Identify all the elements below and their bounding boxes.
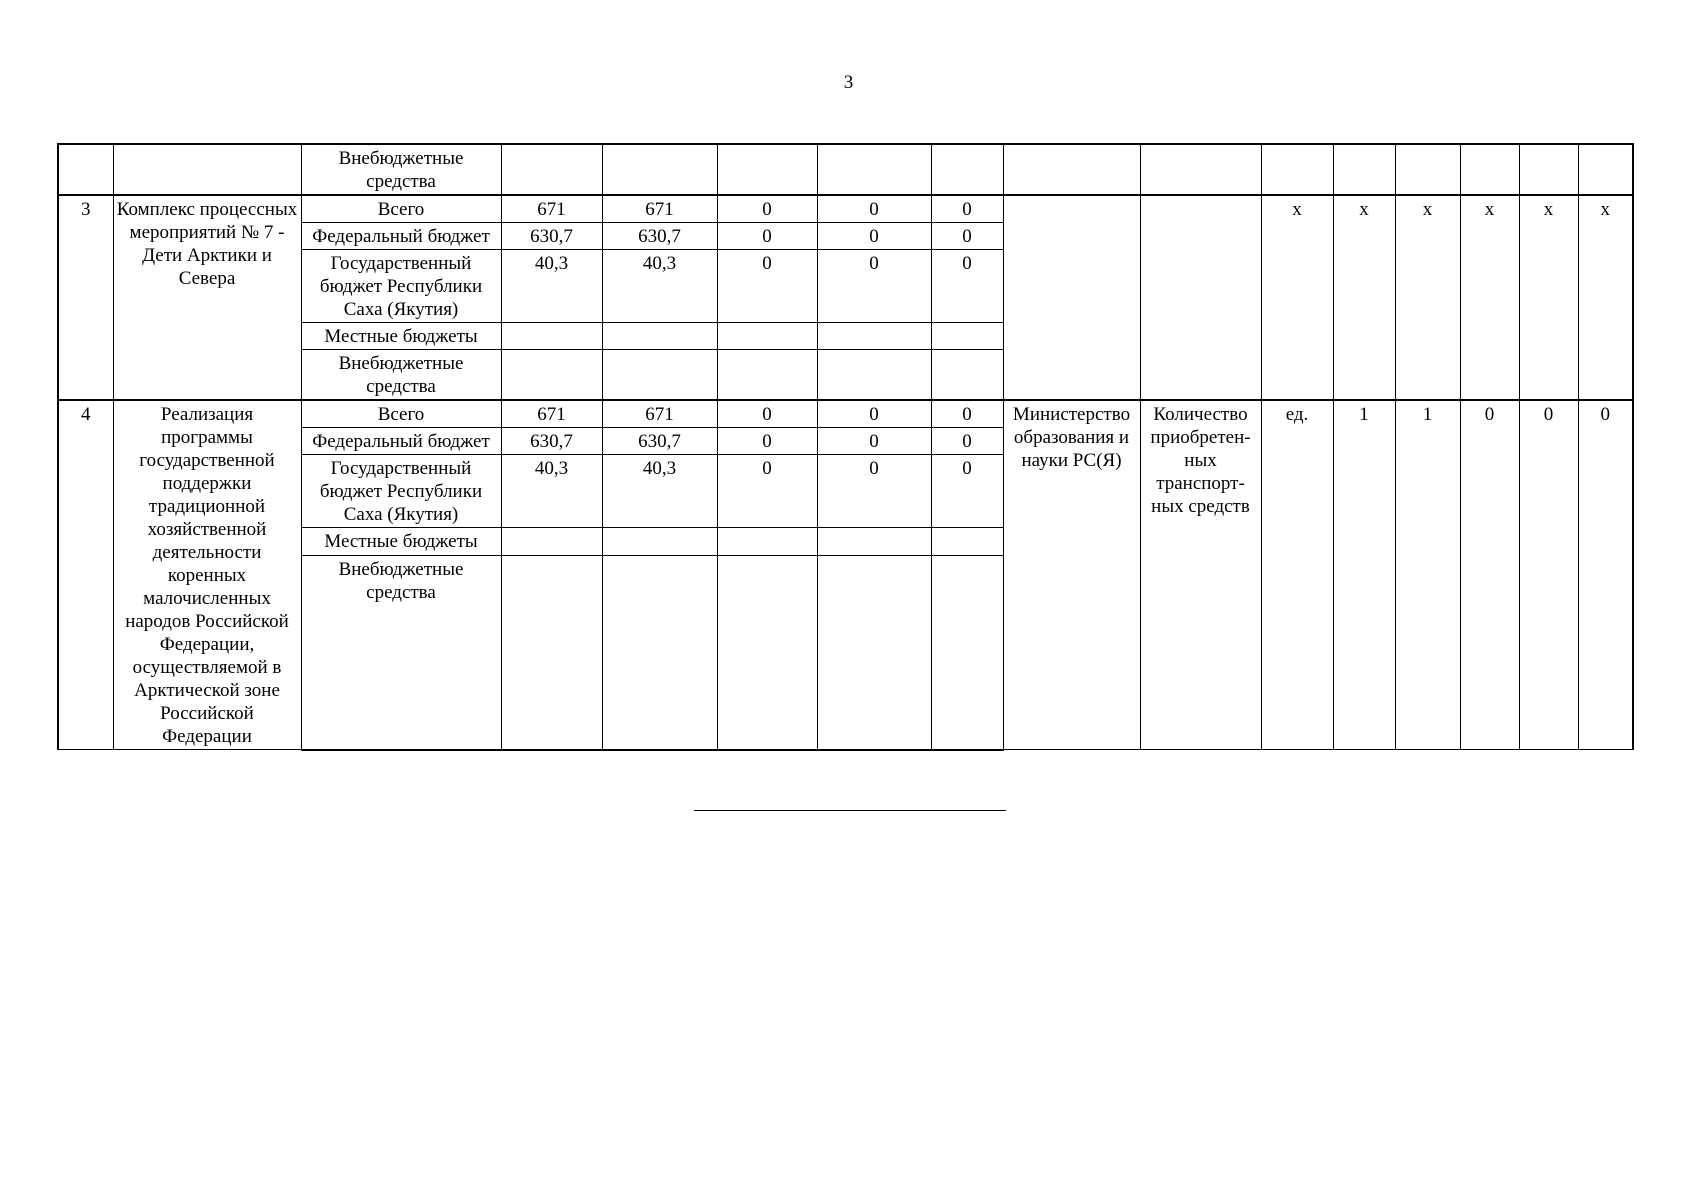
value-cell: 40,3 (501, 250, 602, 323)
value-cell: 0 (931, 195, 1003, 223)
cell-empty (931, 144, 1003, 195)
source-label-republic: Государственный бюджет Республики Саха (Якутия) (301, 455, 501, 528)
value-cell (931, 323, 1003, 350)
value-cell: 671 (501, 400, 602, 428)
cell-empty (1578, 144, 1633, 195)
indicator-unit: ед. (1261, 400, 1333, 750)
value-cell (501, 323, 602, 350)
indicator-name: Количество приобретен-ных транспорт-ных средств (1140, 400, 1261, 750)
row-number: 4 (58, 400, 113, 750)
table-row (58, 195, 1633, 223)
value-cell: 671 (602, 400, 717, 428)
cell-empty (113, 144, 301, 195)
source-label-federal: Федеральный бюджет (301, 223, 501, 250)
value-cell: 40,3 (602, 250, 717, 323)
row-number: 3 (58, 195, 113, 400)
value-cell: 0 (717, 400, 817, 428)
cell-empty (1333, 144, 1395, 195)
value-cell: 0 (817, 455, 931, 528)
value-cell (931, 528, 1003, 555)
source-label-local: Местные бюджеты (301, 323, 501, 350)
indicator-value: 0 (1460, 400, 1519, 750)
source-label-total: Всего (301, 400, 501, 428)
value-cell: 0 (931, 455, 1003, 528)
cell-empty (1140, 144, 1261, 195)
program-table (57, 143, 1634, 751)
value-cell (817, 323, 931, 350)
value-cell: 0 (717, 195, 817, 223)
cell-empty (1519, 144, 1578, 195)
value-cell (817, 350, 931, 401)
page-number: 3 (843, 72, 854, 93)
indicator-value: х (1519, 195, 1578, 400)
value-cell (717, 323, 817, 350)
source-label-republic: Государственный бюджет Республики Саха (Якутия) (301, 250, 501, 323)
value-cell (501, 528, 602, 555)
value-cell (501, 350, 602, 401)
cell-empty (1395, 144, 1460, 195)
value-cell: 0 (931, 250, 1003, 323)
indicator-value: х (1578, 195, 1633, 400)
value-cell (602, 555, 717, 750)
cell-empty (717, 144, 817, 195)
table-row (58, 400, 1633, 428)
value-cell: 0 (717, 223, 817, 250)
cell-empty (1003, 144, 1140, 195)
value-cell: 630,7 (602, 223, 717, 250)
source-label-federal: Федеральный бюджет (301, 428, 501, 455)
value-cell: 0 (931, 428, 1003, 455)
cell-empty (501, 144, 602, 195)
indicator-value: х (1333, 195, 1395, 400)
indicator-value: 1 (1395, 400, 1460, 750)
source-label-extrabudget: Внебюджетные средства (301, 144, 501, 195)
cell-empty (58, 144, 113, 195)
value-cell: 0 (817, 400, 931, 428)
value-cell: 0 (931, 223, 1003, 250)
value-cell: 0 (817, 195, 931, 223)
value-cell (717, 350, 817, 401)
cell-empty (1261, 144, 1333, 195)
indicator-value: 1 (1333, 400, 1395, 750)
value-cell (931, 555, 1003, 750)
value-cell: 0 (817, 428, 931, 455)
indicator-value: 0 (1519, 400, 1578, 750)
value-cell (717, 555, 817, 750)
value-cell: 630,7 (501, 223, 602, 250)
value-cell (817, 555, 931, 750)
value-cell: 40,3 (501, 455, 602, 528)
value-cell (602, 350, 717, 401)
value-cell: 0 (717, 455, 817, 528)
indicator-value: 0 (1578, 400, 1633, 750)
value-cell: 671 (501, 195, 602, 223)
executor (1003, 195, 1140, 400)
value-cell (501, 555, 602, 750)
value-cell: 0 (717, 428, 817, 455)
value-cell: 0 (931, 400, 1003, 428)
table-row-carryover (58, 144, 1633, 195)
source-label-extrabudget: Внебюджетные средства (301, 350, 501, 401)
source-label-extrabudget: Внебюджетные средства (301, 555, 501, 750)
value-cell: 630,7 (501, 428, 602, 455)
source-label-local: Местные бюджеты (301, 528, 501, 555)
value-cell (602, 528, 717, 555)
indicator-value: х (1460, 195, 1519, 400)
value-cell: 671 (602, 195, 717, 223)
indicator-name (1140, 195, 1261, 400)
cell-empty (817, 144, 931, 195)
row-name: Комплекс процессных мероприятий № 7 - Дети Арктики и Севера (113, 195, 301, 400)
value-cell: 0 (717, 250, 817, 323)
value-cell: 630,7 (602, 428, 717, 455)
value-cell (817, 528, 931, 555)
cell-empty (602, 144, 717, 195)
indicator-value: х (1395, 195, 1460, 400)
row-name: Реализация программы государственной поддержки традиционной хозяйственной деятельности коренных малочисленных народов Российской Федерации, осуществляемой в Арктической зоне Российской Федерации (113, 400, 301, 750)
executor: Министерство образования и науки РС(Я) (1003, 400, 1140, 750)
value-cell (717, 528, 817, 555)
cell-empty (1460, 144, 1519, 195)
value-cell: 40,3 (602, 455, 717, 528)
value-cell: 0 (817, 223, 931, 250)
end-of-document-rule (694, 810, 1006, 811)
indicator-unit: х (1261, 195, 1333, 400)
value-cell: 0 (817, 250, 931, 323)
value-cell (931, 350, 1003, 401)
value-cell (602, 323, 717, 350)
source-label-total: Всего (301, 195, 501, 223)
